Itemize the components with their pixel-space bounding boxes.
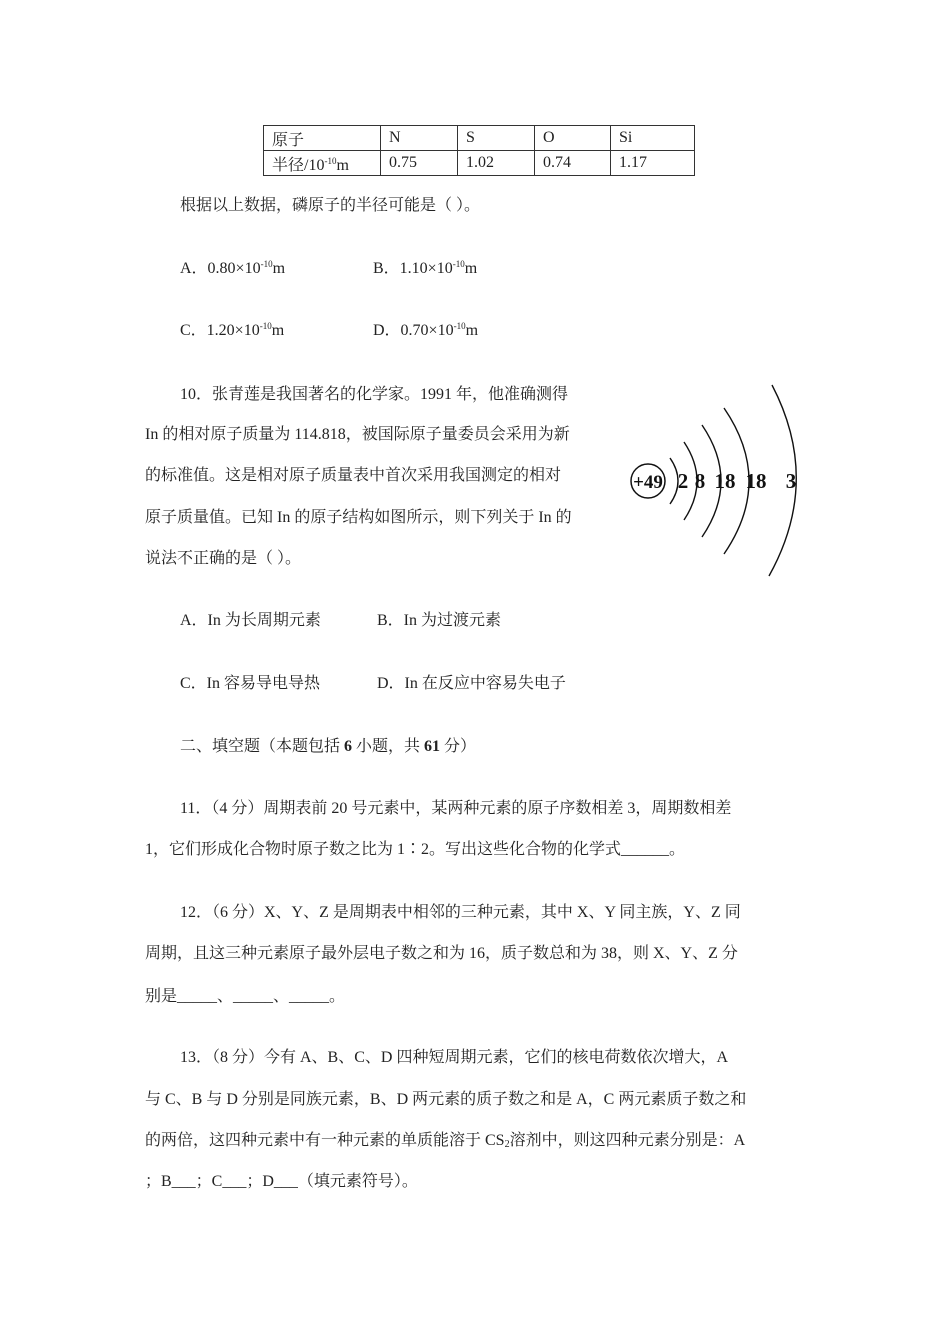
shell-electrons-5: 3: [785, 469, 797, 493]
table-cell: 1.17: [611, 151, 695, 176]
q11-line-1: 11．（4 分）周期表前 20 号元素中，某两种元素的原子序数相差 3，周期数相差: [180, 800, 732, 817]
q10-line-3: 的标准值。这是相对原子质量表中首次采用我国测定的相对: [145, 467, 562, 484]
q13-line-3: 的两倍，这四种元素中有一种元素的单质能溶于 $CS_2$溶剂中，则这四种元素分别是：A: [145, 1132, 746, 1150]
q11-line-2: 1，它们形成化合物时原子数之比为 1∶2。写出这些化合物的化学式______。: [145, 841, 686, 858]
table-cell: 1.02: [458, 151, 535, 176]
table-cell: N: [381, 126, 458, 151]
radius-table: [263, 125, 695, 176]
table-cell: O: [535, 126, 611, 151]
q10-line-1: 10．张青莲是我国著名的化学家。1991 年，他准确测得: [180, 386, 569, 403]
table-cell: 原子: [264, 126, 381, 151]
q9-option-d: D．$0.70\times 10^{-10}m$: [373, 321, 479, 339]
q13-line-4: ；B___；C___；D___（填元素符号）。: [145, 1173, 418, 1190]
q9-option-c: C．$1.20\times 10^{-10}m$: [180, 321, 285, 339]
q10-option-d: D．In 在反应中容易失电子: [377, 675, 566, 692]
nucleus-charge: +49: [633, 472, 663, 493]
q12-line-1: 12．（6 分）X、Y、Z 是周期表中相邻的三种元素，其中 X、Y 同主族，Y、Z 同: [180, 904, 741, 921]
q10-line-2: In 的相对原子质量为 114.818，被国际原子量委员会采用为新: [145, 426, 570, 443]
table-cell: 0.74: [535, 151, 611, 176]
q9-option-a: A．$0.80\times 10^{-10}m$: [180, 259, 286, 277]
table-cell: Si: [611, 126, 695, 151]
indium-atom-diagram: [626, 380, 816, 580]
q10-line-4: 原子质量值。已知 In 的原子结构如图所示，则下列关于 In 的: [145, 509, 572, 526]
q13-line-1: 13．（8 分）今有 A、B、C、D 四种短周期元素，它们的核电荷数依次增大，A: [180, 1049, 729, 1066]
q10-line-5: 说法不正确的是（ ）。: [145, 550, 302, 567]
q9-stem: 根据以上数据，磷原子的半径可能是（ ）。: [180, 197, 481, 214]
table-header-row: [264, 126, 695, 151]
q10-option-c: C．In 容易导电导热: [180, 675, 321, 692]
q13-line-2: 与 C、B 与 D 分别是同族元素，B、D 两元素的质子数之和是 A，C 两元素质子数之和: [145, 1091, 747, 1108]
shell-electrons-4: 18: [745, 469, 767, 493]
q12-line-2: 周期，且这三种元素原子最外层电子数之和为 16，质子数总和为 38，则 X、Y、Z 分: [145, 945, 738, 962]
q10-option-b: B．In 为过渡元素: [377, 612, 502, 629]
table-cell: S: [458, 126, 535, 151]
table-row-label: 半径$/10^{-10}m$: [264, 151, 381, 176]
section-heading: 二、填空题（本题包括 6 小题，共 61 分）: [180, 738, 477, 755]
shell-electrons-1: 2: [677, 469, 689, 493]
table-cell: 0.75: [381, 151, 458, 176]
shell-electrons-2: 8: [694, 469, 706, 493]
q10-option-a: A．In 为长周期元素: [180, 612, 321, 629]
q9-option-b: B．$1.10\times 10^{-10}m$: [373, 259, 478, 277]
q12-line-3: 别是_____、_____、_____。: [145, 988, 346, 1005]
shell-electrons-3: 18: [714, 469, 736, 493]
table-row: [264, 151, 695, 176]
